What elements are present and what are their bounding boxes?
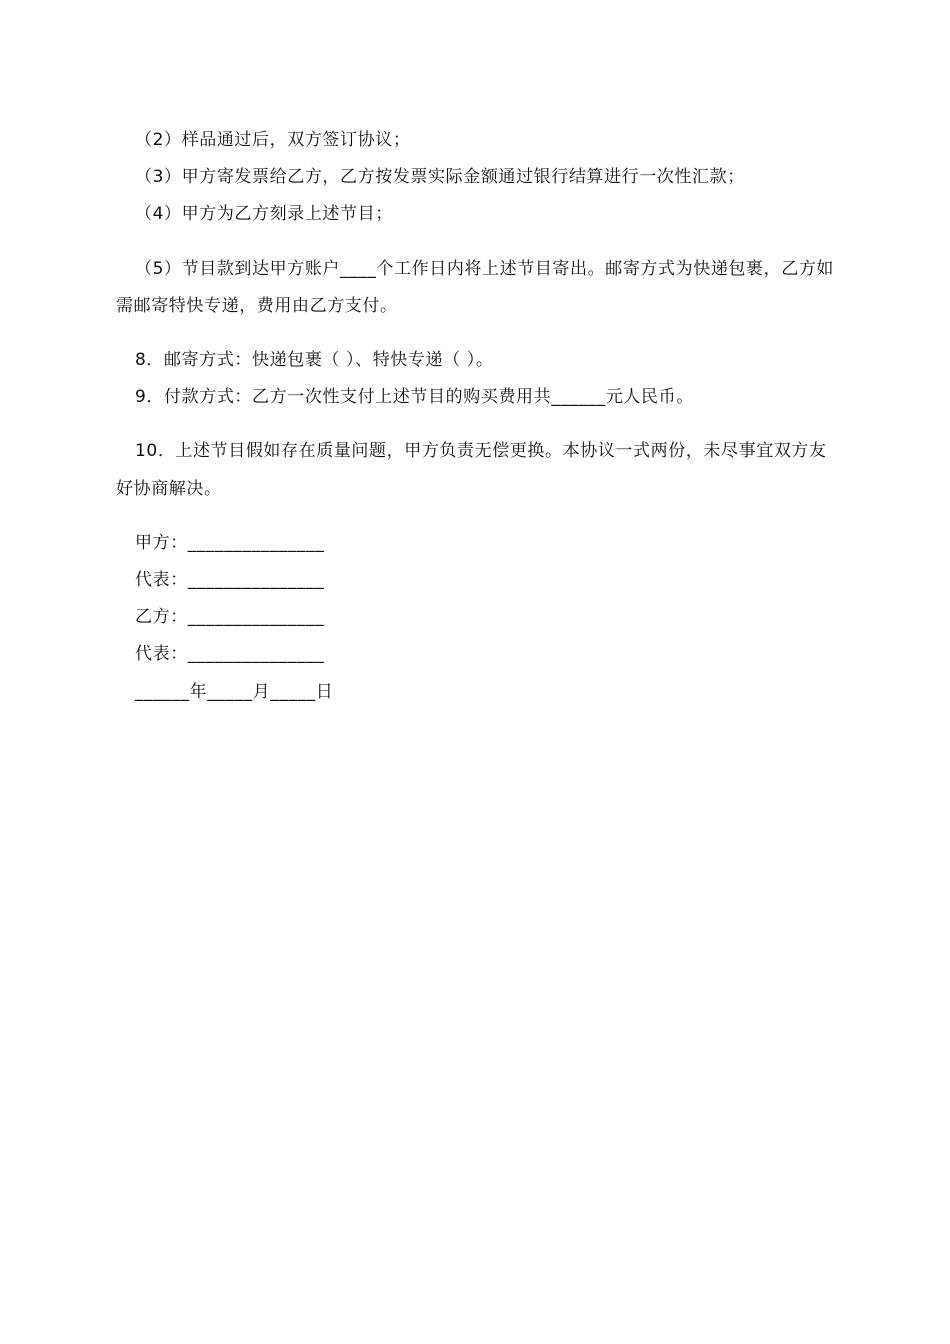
signature-date: ______年_____月_____日: [135, 681, 334, 702]
signature-representative-a: 代表：_______________: [135, 570, 325, 591]
clause-4: （4）甲方为乙方刻录上述节目；: [135, 204, 393, 225]
clause-3: （3）甲方寄发票给乙方，乙方按发票实际金额通过银行结算进行一次性汇款；: [135, 167, 745, 188]
clause-2: （2）样品通过后，双方签订协议；: [135, 130, 411, 150]
signature-representative-b: 代表：_______________: [135, 644, 325, 665]
signature-party-b: 乙方：_______________: [135, 607, 325, 628]
clause-quality-issue: 10．上述节目假如存在质量问题，甲方负责无偿更换。本协议一式两份，未尽事宜双方友好协商解决。: [116, 441, 827, 499]
clause-5: （5）节目款到达甲方账户____个工作日内将上述节目寄出。邮寄方式为快递包裹，乙方如需邮寄特快专递，费用由乙方支付。: [116, 258, 835, 316]
clause-payment-method: 9．付款方式：乙方一次性支付上述节目的购买费用共______元人民币。: [135, 387, 694, 408]
document-body: [116, 122, 836, 711]
clause-mailing-method: 8．邮寄方式：快递包裹（ ）、特快专递（ ）。: [135, 350, 494, 371]
signature-party-a: 甲方：_______________: [135, 532, 325, 553]
